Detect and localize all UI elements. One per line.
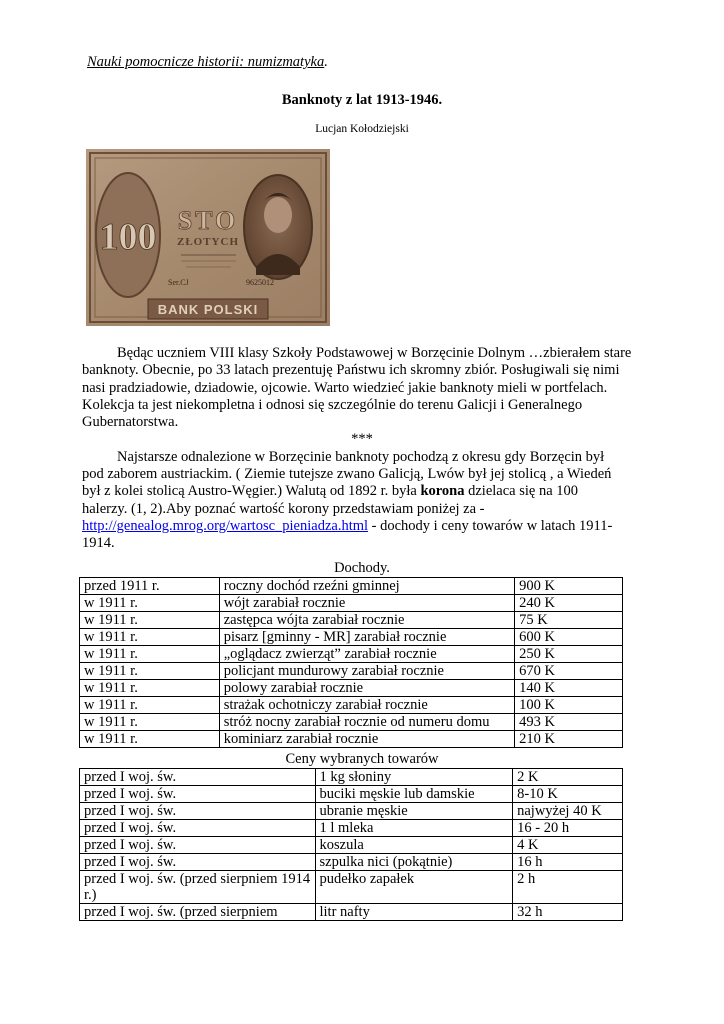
table-cell: przed I woj. św.	[80, 837, 316, 854]
table-row	[80, 578, 623, 595]
table-cell: ubranie męskie	[315, 803, 513, 820]
subject-text: Nauki pomocnicze historii: numizmatyka	[87, 54, 325, 70]
table-row	[80, 714, 623, 731]
table-cell: litr nafty	[315, 904, 513, 921]
table-cell: 100 K	[515, 697, 623, 714]
table-cell: „oglądacz zwierząt” zarabiał rocznie	[219, 646, 514, 663]
banknote-number: 9625012	[246, 278, 274, 287]
table-cell: 4 K	[513, 837, 623, 854]
history-line-6: 1914.	[82, 535, 115, 552]
table-cell: zastępca wójta zarabiał rocznie	[219, 612, 514, 629]
history-line-5-end: - dochody i ceny towarów w latach 1911-	[368, 517, 613, 534]
history-line-1: Najstarsze odnalezione w Borzęcinie banknoty pochodzą z okresu gdy Borzęcin był	[117, 448, 605, 465]
intro-line-4: Kolekcja ta jest niekompletna i odnosi się szczególnie do terenu Galicji i Generalnego	[82, 396, 583, 413]
table-cell: w 1911 r.	[80, 646, 220, 663]
table-cell: 16 - 20 h	[513, 820, 623, 837]
table-cell: 670 K	[515, 663, 623, 680]
table-cell: 900 K	[515, 578, 623, 595]
banknote-currency-words: ZŁOTYCH	[176, 236, 240, 248]
table-row	[80, 595, 623, 612]
table-row	[80, 731, 623, 748]
history-line-3	[82, 483, 642, 500]
banknote-bank-name: BANK POLSKI	[157, 302, 259, 317]
intro-paragraph	[82, 345, 642, 553]
table-cell: najwyżej 40 K	[513, 803, 623, 820]
table-cell: w 1911 r.	[80, 612, 220, 629]
table-row	[80, 904, 623, 921]
history-line-4: halerzy. (1, 2).Aby poznać wartość korony przedstawiam poniżej za -	[82, 500, 485, 517]
banknote-denomination-number: 100	[99, 216, 157, 258]
banknote-serial: Ser.CJ	[168, 278, 189, 287]
table-cell: przed 1911 r.	[80, 578, 220, 595]
table-cell: 600 K	[515, 629, 623, 646]
table-cell: buciki męskie lub damskie	[315, 786, 513, 803]
prices-table	[79, 768, 623, 921]
table-row	[80, 629, 623, 646]
table-cell: w 1911 r.	[80, 595, 220, 612]
table-row	[80, 769, 623, 786]
table-cell: w 1911 r.	[80, 697, 220, 714]
table-cell: przed I woj. św. (przed sierpniem 1914 r.)	[80, 871, 316, 904]
table-cell: 32 h	[513, 904, 623, 921]
table-row	[80, 871, 623, 904]
intro-line-3: nasi pradziadowie, dziadowie, ojcowie. Warto wiedzieć jakie banknoty mieli w portfelach.	[82, 379, 608, 396]
history-line-5	[82, 518, 642, 535]
table-cell: stróż nocny zarabiał rocznie od numeru domu	[219, 714, 514, 731]
author-name: Lucjan Kołodziejski	[315, 123, 409, 135]
table-cell: w 1911 r.	[80, 714, 220, 731]
table-cell: polowy zarabiał rocznie	[219, 680, 514, 697]
table-row	[80, 612, 623, 629]
document-title: Banknoty z lat 1913-1946.	[281, 92, 443, 108]
table-row	[80, 786, 623, 803]
subject-heading	[87, 54, 328, 71]
table-cell: strażak ochotniczy zarabiał rocznie	[219, 697, 514, 714]
table-row	[80, 663, 623, 680]
section-separator: ***	[351, 431, 373, 448]
table-cell: 75 K	[515, 612, 623, 629]
banknote-denomination-words: STO	[177, 206, 239, 235]
table-cell: policjant mundurowy zarabiał rocznie	[219, 663, 514, 680]
table-cell: kominiarz zarabiał rocznie	[219, 731, 514, 748]
source-link[interactable]: http://genealog.mrog.org/wartosc_pieniadza.html	[82, 517, 369, 534]
table-row	[80, 680, 623, 697]
table-cell: pisarz [gminny - MR] zarabiał rocznie	[219, 629, 514, 646]
table-cell: przed I woj. św.	[80, 820, 316, 837]
income-caption: Dochody.	[334, 560, 390, 576]
table-cell: w 1911 r.	[80, 680, 220, 697]
intro-line-5: Gubernatorstwa.	[82, 414, 179, 431]
prices-caption: Ceny wybranych towarów	[285, 751, 439, 767]
subject-suffix: .	[324, 54, 328, 70]
table-cell: roczny dochód rzeźni gminnej	[219, 578, 514, 595]
table-cell: w 1911 r.	[80, 731, 220, 748]
table-cell: 2 K	[513, 769, 623, 786]
table-cell: w 1911 r.	[80, 629, 220, 646]
table-cell: przed I woj. św.	[80, 769, 316, 786]
intro-line-2: banknoty. Obecnie, po 33 latach prezentuję Państwu ich skromny zbiór. Posługiwali się nimi	[82, 362, 620, 379]
table-cell: 240 K	[515, 595, 623, 612]
table-cell: 1 kg słoniny	[315, 769, 513, 786]
table-cell: przed I woj. św.	[80, 854, 316, 871]
table-cell: 140 K	[515, 680, 623, 697]
intro-line-1: Będąc uczniem VIII klasy Szkoły Podstawowej w Borzęcinie Dolnym …zbierałem stare	[117, 345, 632, 361]
table-cell: szpulka nici (pokątnie)	[315, 854, 513, 871]
table-cell: 2 h	[513, 871, 623, 904]
table-cell: 16 h	[513, 854, 623, 871]
banknote-image	[86, 149, 330, 326]
table-row	[80, 854, 623, 871]
currency-name-bold: korona	[420, 483, 465, 500]
table-cell: 210 K	[515, 731, 623, 748]
history-line-3-start: był z kolei stolicą Austro-Węgier.) Walutą od 1892 r. była	[82, 483, 421, 500]
table-row	[80, 820, 623, 837]
table-cell: koszula	[315, 837, 513, 854]
table-cell: 493 K	[515, 714, 623, 731]
table-row	[80, 646, 623, 663]
table-cell: przed I woj. św.	[80, 786, 316, 803]
table-cell: w 1911 r.	[80, 663, 220, 680]
table-row	[80, 803, 623, 820]
table-cell: pudełko zapałek	[315, 871, 513, 904]
income-table	[79, 577, 623, 748]
table-cell: 1 l mleka	[315, 820, 513, 837]
table-cell: przed I woj. św.	[80, 803, 316, 820]
table-row	[80, 837, 623, 854]
table-row	[80, 697, 623, 714]
table-cell: przed I woj. św. (przed sierpniem	[80, 904, 316, 921]
history-line-2: pod zaborem austriackim. ( Ziemie tutejsze zwano Galicją, Lwów był jej stolicą , a Wiedeń	[82, 466, 612, 483]
table-cell: 250 K	[515, 646, 623, 663]
table-cell: wójt zarabiał rocznie	[219, 595, 514, 612]
history-line-3-end: dzielaca się na 100	[464, 483, 579, 500]
table-cell: 8-10 K	[513, 786, 623, 803]
